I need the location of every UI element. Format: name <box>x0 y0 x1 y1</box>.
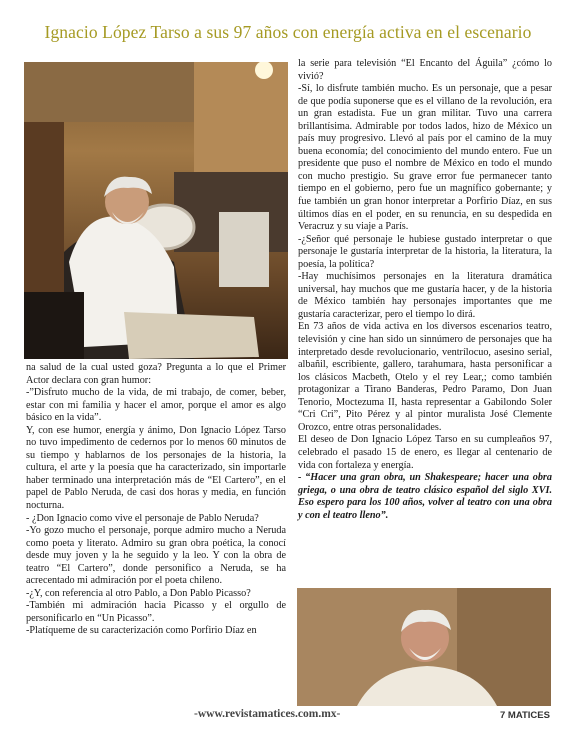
paragraph: -¿Y, con referencia al otro Pablo, a Don Pablo Picasso? <box>26 587 251 599</box>
paragraph: -Yo gozo mucho el personaje, porque admiro mucho a Neruda como poeta y literato. Admiro su gran obra poética, la conocí desde muy joven y la he seguido y la leo. Y con la obra de teatro “El Cartero”, donde personifico a Neruda, se ha acrecentado mi admiración por el poeta chileno. <box>26 525 286 587</box>
website-url: -www.revistamatices.com.mx- <box>194 708 341 720</box>
actor-dressing-room-photo <box>24 62 288 359</box>
paragraph: Y, con ese humor, energía y ánimo, Don Ignacio López Tarso no tuvo impedimento de cedernos por lo menos 60 minutos de su tiempo y hablarnos de los personajes de la historia, la cultura, el arte y la poesía que ha caracterizado, sin importarle haber terminado una interpretación más de “El Cartero”, en el papel de Pablo Neruda, de casi dos horas y media, en función nocturna. <box>26 424 286 512</box>
paragraph: na salud de la cual usted goza? Pregunta a lo que el Primer Actor declara con gran humor: <box>26 362 286 386</box>
actor-portrait-photo <box>297 588 551 706</box>
article-title: Ignacio López Tarso a sus 97 años con energía activa en el escenario <box>44 22 532 42</box>
paragraph: El deseo de Don Ignacio López Tarso en su cumpleaños 97, celebrado el pasado 15 de enero, es llegar al centenario de vida con fortaleza y energía. <box>298 434 552 471</box>
paragraph: -Sí, lo disfrute también mucho. Es un personaje, que a pesar de que podía suponerse que es el villano de la revolución, era un gran estadista. Fue un gran militar. Tuvo una carrera brillantísima. Admirable por todos lados, hizo de México un país muy progresivo. Llevó al país por el camino de la muy buena economía; del conocimiento del mundo entero. Fue un presidente que puso el nombre de México en todo el mundo con mucho prestigio. Su grave error fue permanecer tanto tiempo en el gobierno, pero fue un magnífico gobernante; y fue también un gran honor interpretar a Porfirio Díaz, en sus últimos días en el poder, en su renuncia, en su despedida en Veracruz y su viaje a París. <box>298 83 552 233</box>
right-text-column <box>298 58 552 522</box>
pull-quote: - “Hacer una gran obra, un Shakespeare; hacer una obra griega, o una obra de teatro clásico español del siglo XVI. Eso espero para los 100 años, volver al teatro con una obra y con el teatro lleno”. <box>298 472 552 521</box>
paragraph: -Platíqueme de su caracterización como Porfirio Díaz en <box>26 625 257 637</box>
paragraph: -También mi admiración hacia Picasso y el orgullo de personificarlo en “Un Picasso”. <box>26 600 286 624</box>
paragraph: -¿Señor qué personaje le hubiese gustado interpretar o que personaje le gustaría interpretar de la historia, la literatura, la poesía, la política? <box>298 233 552 270</box>
paragraph: la serie para televisión “El Encanto del Águila” ¿cómo lo vivió? <box>298 58 552 82</box>
paragraph: -Hay muchísimos personajes en la literatura dramática universal, hay muchos que me gustaría hacer, y de la historia de México también hay personajes importantes que me gustaría caracterizar, pero el tiempo lo dirá. <box>298 271 552 320</box>
left-text-column <box>26 362 286 638</box>
photo-illustration <box>24 62 288 359</box>
page-footer <box>0 708 576 728</box>
page-number: 7 MATICES <box>500 710 550 721</box>
paragraph: En 73 años de vida activa en los diversos escenarios teatro, televisión y cine han sido un sinnúmero de personajes que ha interpretado desde revolucionario, ventrílocuo, asesino serial, albañil, escribiente, gallero, tarahumara, hasta personificar a los clásicos Macbeth, Otelo y el rey Lear,; como también protagonizar a Tirano Banderas, Pedro Paramo, Don Juan Tenorio, Moctezuma II, hasta representar a Gabilondo Soler “Cri Cri”, Pito Pérez y al pintor muralista José Clemente Orozco, entre otras personalidades. <box>298 321 552 433</box>
paragraph: -”Disfruto mucho de la vida, de mi trabajo, de comer, beber, estar con mi familia y hacer el amor, porque el amor es algo básico en la vida”. <box>26 387 286 424</box>
paragraph: - ¿Don Ignacio como vive el personaje de Pablo Neruda? <box>26 512 259 524</box>
photo-illustration <box>297 588 551 706</box>
